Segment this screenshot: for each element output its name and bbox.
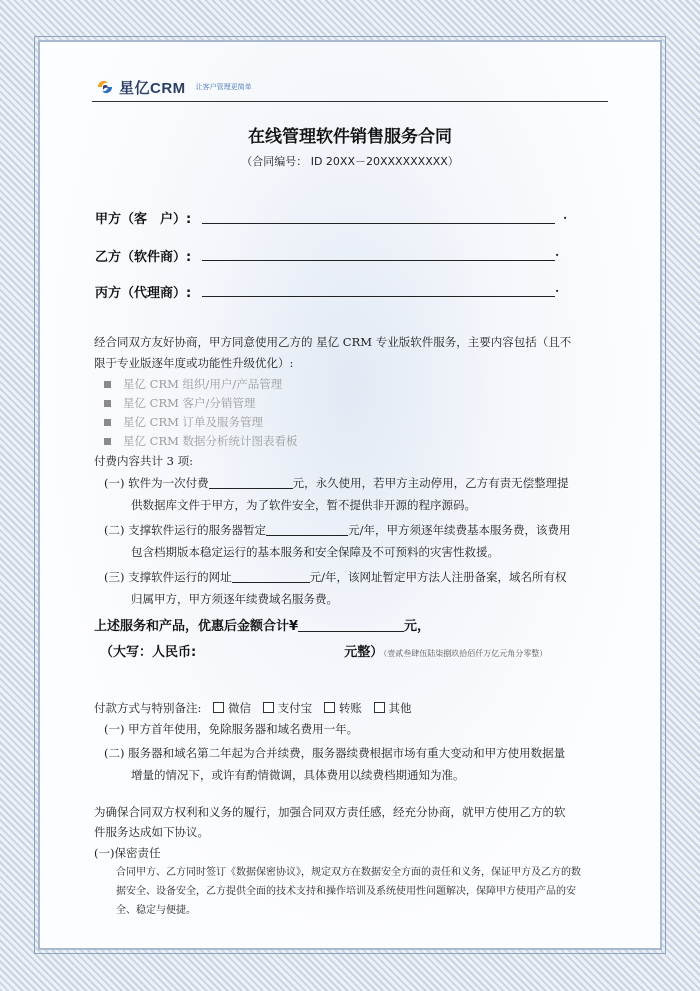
contract-number: （合同编号： ID 20XX－20XXXXXXXXX） [241,155,459,168]
party-b-input-line[interactable] [202,260,555,261]
checkbox-alipay[interactable] [263,702,274,713]
bullet-icon [104,381,111,388]
party-a-label: 甲方（客 户）: [95,212,192,227]
fee-item-2: (二) 支撑软件运行的服务器暂定 元/年，甲方须逐年续费基本服务费，该费用 [104,523,571,537]
brand-logo [95,76,252,98]
bullet-icon [104,419,111,426]
intro-line-2: 限于专业版逐年度或功能性升级优化）: [94,356,294,370]
payment-methods: 付款方式与特别备注: 微信 支付宝 转账 其他 [94,701,412,715]
logo-text: 星亿CRM [119,79,186,97]
checkbox-wechat[interactable] [213,702,224,713]
logo-slogan: 让客户管理更简单 [195,84,252,91]
checkbox-other[interactable] [374,702,385,713]
fee-item-2-cont: 包含档期版本稳定运行的基本服务和安全保障及不可预料的灾害性救援。 [131,545,499,559]
module-item: 星亿 CRM 订单及服务管理 [104,414,263,430]
party-a-end: . [563,208,568,222]
contract-title: 在线管理软件销售服务合同 [248,127,452,147]
fees-heading: 付费内容共计 3 项: [94,454,194,468]
bullet-icon [104,400,111,407]
party-c-label: 丙方（代理商）: [95,286,192,301]
chinese-numeral-note: （壹贰叁肆伍陆柒捌玖拾佰仟万亿元角分零整） [383,649,548,658]
party-c-end: . [555,281,560,295]
confidentiality-heading: (一)保密责任 [94,846,161,860]
payment-note-2: (二) 服务器和域名第二年起为合并续费，服务器续费根据市场有重大变动和甲方使用数据量 [104,746,566,760]
fee-1-blank[interactable] [209,476,293,489]
header-divider [92,101,608,102]
bullet-icon [104,438,111,445]
confidentiality-line-3: 全、稳定与便捷。 [116,905,196,916]
agreement-line-2: 件服务达成如下协议。 [94,825,209,839]
fee-2-blank[interactable] [266,523,348,536]
total-amount-blank[interactable] [298,617,404,632]
module-item: 星亿 CRM 数据分析统计图表看板 [104,433,298,449]
fee-item-3-cont: 归属甲方，甲方须逐年续费域名服务费。 [131,592,338,606]
party-a-input-line[interactable] [202,223,555,224]
module-item: 星亿 CRM 组织/用户/产品管理 [104,376,282,392]
logo-mark-icon [95,77,115,97]
party-c-input-line[interactable] [202,296,555,297]
agreement-line-1: 为确保合同双方权利和义务的履行，加强合同双方责任感，经充分协商，就甲方使用乙方的软 [94,805,566,819]
party-b-label: 乙方（软件商）: [95,250,192,265]
total-amount-line: 上述服务和产品，优惠后金额合计¥ 元， [94,619,431,634]
party-b-end: . [555,245,560,259]
checkbox-transfer[interactable] [324,702,335,713]
fee-item-1: (一) 软件为一次付费 元，永久使用，若甲方主动停用，乙方有责无偿整理提 [104,476,569,490]
confidentiality-line-1: 合同甲方、乙方同时签订《数据保密协议》，规定双方在数据安全方面的责任和义务，保证甲方及乙方的数 [116,867,581,878]
payment-note-2-cont: 增量的情况下，或许有酌情微调，具体费用以续费档期通知为准。 [131,768,465,782]
payment-note-1: (一) 甲方首年使用，免除服务器和域名费用一年。 [104,722,359,736]
module-item: 星亿 CRM 客户/分销管理 [104,395,255,411]
fee-3-blank[interactable] [232,570,310,583]
fee-item-1-cont: 供数据库文件于甲方，为了软件安全，暂不提供非开源的程序源码。 [131,498,476,512]
intro-line-1: 经合同双方友好协商，甲方同意使用乙方的 星亿 CRM 专业版软件服务，主要内容包括（且不 [94,335,572,349]
total-uppercase-line: （大写：人民币: 元整）（壹贰叁肆伍陆柒捌玖拾佰仟万亿元角分零整） [100,645,548,660]
fee-item-3: (三) 支撑软件运行的网址 元/年，该网址暂定甲方法人注册备案，域名所有权 [104,570,567,584]
confidentiality-line-2: 据安全、设备安全，乙方提供全面的技术支持和操作培训及系统使用性问题解决，保障甲方使用产品的安 [116,886,576,897]
